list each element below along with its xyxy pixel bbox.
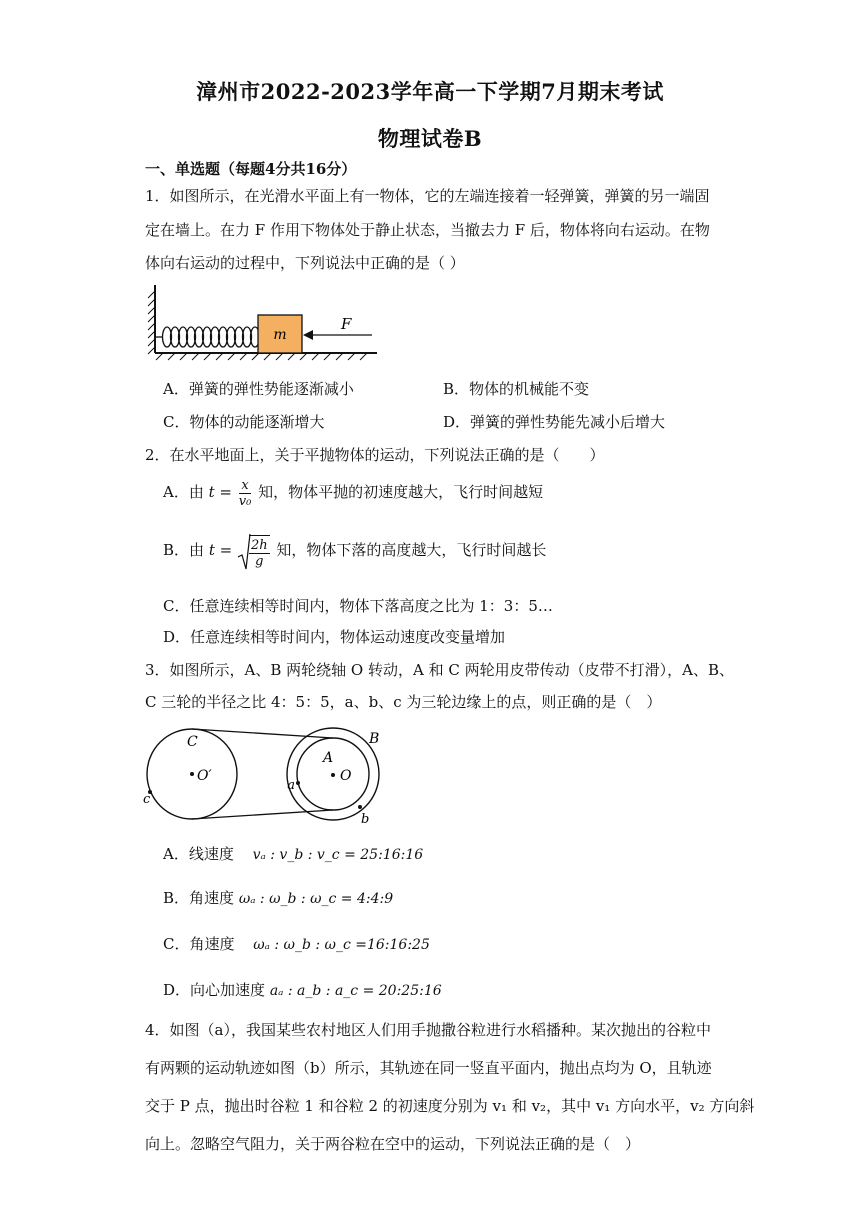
wheel-c-label: C [187, 734, 198, 750]
q3-option-d-prefix: D．向心加速度 [163, 981, 266, 999]
q3-option-a-math: vₐ : v_b : v_c = 25:16:16 [252, 847, 424, 863]
point-b-label: b [361, 812, 370, 827]
q4-line2: 有两颗的运动轨迹如图（b）所示，其轨迹在同一竖直平面内，抛出点均为 O，且轨迹 [145, 1059, 712, 1077]
q2-option-b-fraction [249, 535, 270, 569]
q2-option-a-text: 知，物体平抛的初速度越大，飞行时间越短 [258, 483, 544, 501]
force-arrowhead [303, 330, 313, 340]
q1-line1: 1．如图所示，在光滑水平面上有一物体，它的左端连接着一轻弹簧，弹簧的另一端固 [145, 187, 710, 205]
q2-option-b-sqrt [237, 531, 272, 571]
q4-line4: 向上。忽略空气阻力，关于两谷粒在空中的运动，下列说法正确的是（ ） [145, 1135, 641, 1153]
q1-option-a: A．弹簧的弹性势能逐渐减小 [163, 380, 354, 398]
q3-line2: C 三轮的半径之比 4：5：5，a、b、c 为三轮边缘上的点，则正确的是（ ） [145, 693, 662, 711]
q2-line1: 2．在水平地面上，关于平抛物体的运动，下列说法正确的是（ ） [145, 446, 605, 464]
q2-option-a [163, 475, 543, 509]
q1-line3: 体向右运动的过程中，下列说法中正确的是（ ） [145, 254, 465, 272]
q3-option-d-math: aₐ : a_b : a_c = 20:25:16 [269, 983, 442, 999]
q1-spring-figure [145, 283, 385, 363]
q1-line2: 定在墙上。在力 F 作用下物体处于静止状态，当撤去力 F 后，物体将向右运动。在物 [145, 221, 710, 239]
q2-option-b-denominator: g [255, 554, 264, 569]
section-heading: 一、单选题（每题4分共16分） [145, 160, 357, 178]
spring [155, 327, 260, 347]
q1-option-b: B．物体的机械能不变 [443, 380, 590, 398]
q2-option-b-t: t = [208, 541, 233, 559]
q2-option-b-text: 知，物体下落的高度越大，飞行时间越长 [276, 541, 547, 559]
q3-option-d [163, 979, 442, 1000]
q2-option-b [163, 530, 546, 571]
q2-option-b-numerator: 2h [250, 538, 268, 553]
wheel-a-label: A [323, 750, 334, 766]
mass-label: m [273, 327, 287, 343]
q2-option-c: C．任意连续相等时间内，物体下落高度之比为 1：3：5… [163, 597, 553, 615]
q3-option-a-prefix: A．线速度 [163, 845, 234, 863]
center-o-label: O [340, 768, 352, 784]
q3-option-b-math: ωₐ : ω_b : ω_c = 4:4:9 [238, 891, 394, 907]
wheel-b-label: B [369, 731, 380, 747]
q2-option-a-t: t = [208, 483, 232, 501]
q3-option-b [163, 887, 393, 908]
q2-option-a-numerator: x [239, 478, 252, 494]
point-c-label: c [143, 792, 151, 807]
q3-option-c [163, 933, 430, 954]
q3-wheels-figure [140, 722, 390, 832]
exam-subtitle: 物理试卷B [377, 126, 483, 151]
q3-line1: 3．如图所示，A、B 两轮绕轴 O 转动，A 和 C 两轮用皮带传动（皮带不打滑），A、B、 [145, 661, 734, 679]
q2-option-a-denominator: v₀ [238, 493, 252, 509]
force-label: F [341, 315, 352, 333]
q4-line3: 交于 P 点，抛出时谷粒 1 和谷粒 2 的初速度分别为 v₁ 和 v₂，其中 v₁ 方向水平，v₂ 方向斜 [145, 1097, 755, 1115]
q2-option-d: D．任意连续相等时间内，物体运动速度改变量增加 [163, 628, 506, 646]
center-o-prime-label: O′ [197, 768, 212, 784]
q3-option-b-prefix: B．角速度 [163, 889, 235, 907]
q3-option-c-math: ωₐ : ω_b : ω_c =16:16:25 [253, 937, 430, 953]
q2-option-a-fraction [239, 478, 252, 509]
q4-line1: 4．如图（a），我国某些农村地区人们用手抛撒谷粒进行水稻播种。某次抛出的谷粒中 [145, 1021, 711, 1039]
q3-option-a [163, 843, 423, 864]
q1-option-d: D．弹簧的弹性势能先减小后增大 [443, 413, 666, 431]
point-a-label: a [287, 778, 295, 793]
q3-option-c-prefix: C．角速度 [163, 935, 235, 953]
exam-title: 漳州市2022-2023学年高一下学期7月期末考试 [196, 79, 664, 104]
q2-option-a-prefix: A．由 [163, 483, 204, 501]
q2-option-b-prefix: B．由 [163, 541, 205, 559]
q1-option-c: C．物体的动能逐渐增大 [163, 413, 325, 431]
